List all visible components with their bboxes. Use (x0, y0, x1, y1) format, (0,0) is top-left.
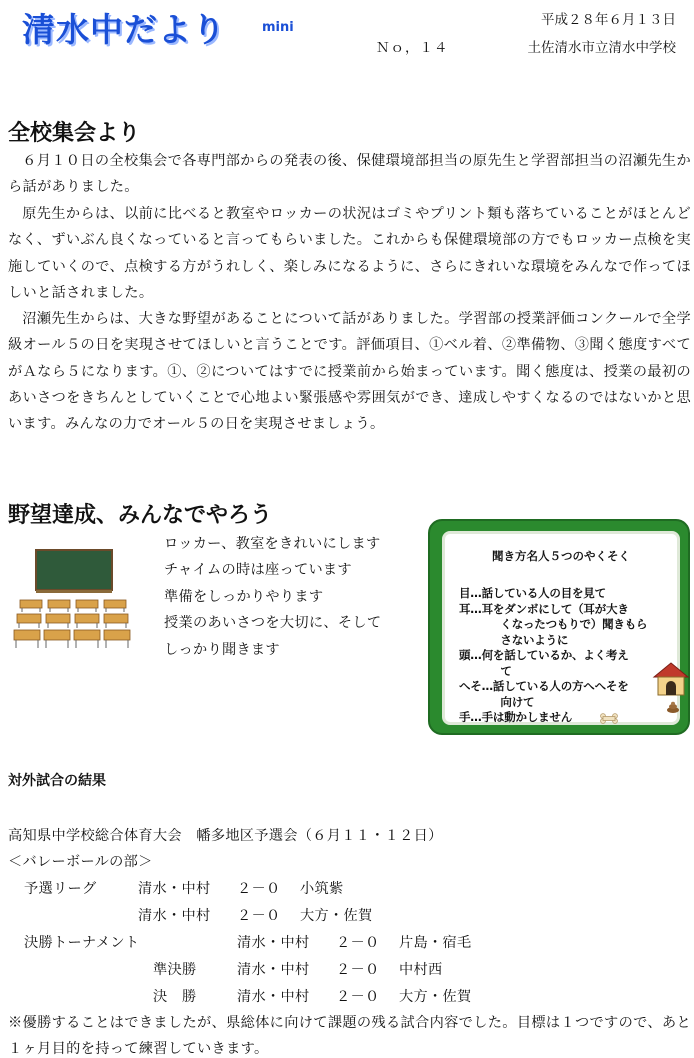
result-opponent: 大方・佐賀 (300, 908, 373, 924)
section-heading-assembly: 全校集会より (8, 121, 141, 146)
newsletter-title: 清水中だより (22, 10, 226, 49)
newsletter-badge: mini (262, 20, 294, 35)
tournament-name: 高知県中学校総合体育大会 幡多地区予選会（６月１１・１２日） (8, 828, 443, 844)
rule-item: 目…話している人の目を見て (459, 586, 606, 600)
result-stage: 決 勝 (153, 989, 197, 1005)
issue-date: 平成２８年６月１３日 (541, 12, 676, 28)
goal-item: チャイムの時は座っています (164, 562, 352, 579)
sport-name: ＜バレーボールの部＞ (8, 854, 153, 870)
poop-icon (666, 701, 680, 713)
assembly-paragraph: ６月１０日の全校集会で各専門部からの発表の後、保健環境部担当の原先生と学習部担当の沼瀬先生から話がありました。 (8, 153, 691, 196)
result-score: ２－０ (336, 962, 380, 978)
rule-item-continued: さないように (500, 632, 569, 647)
result-score: ２－０ (336, 935, 380, 951)
section-heading-sports: 対外試合の結果 (8, 773, 106, 789)
result-opponent: 小筑紫 (300, 881, 344, 897)
results-note: ※優勝することはできましたが、県総体に向けて課題の残る試合内容でした。目標は１つですので、あと１ヶ月目的を持って練習していきます。 (8, 1015, 691, 1057)
rule-item: 耳…耳をダンボにして（耳が大き (459, 601, 629, 616)
assembly-paragraph: 沼瀬先生からは、大きな野望があることについて話がありました。学習部の授業評価コンクールで全学級オール５の日を実現させてほしいと言うことです。評価項目、①ベル着、②準備物、③聞く態度すべてがＡなら５になります。①、②についてはすでに授業前から始まっています。聞く態度は、授業の最初のあいさつをきちんとしていくことで心地よい緊張感や雰囲気ができ、達成しやすくなるのではないかと思います。みんなの力でオール５の日を実現させましょう。 (8, 311, 691, 433)
goal-item: 準備をしっかりやります (164, 588, 324, 605)
rule-item-continued: て (500, 663, 512, 678)
goal-item: ロッカー、教室をきれいにします (164, 536, 381, 552)
result-stage: 準決勝 (153, 962, 197, 978)
result-team: 清水・中村 (138, 881, 211, 897)
rule-item: 頭…何を話しているか、よく考え (459, 648, 629, 662)
goal-item: しっかり聞きます (164, 641, 280, 658)
doghouse-icon (652, 661, 690, 697)
result-score: ２－０ (237, 908, 281, 924)
result-team: 清水・中村 (237, 962, 310, 978)
classroom-illustration (12, 548, 134, 658)
rule-item: 手…手は動かしません (459, 710, 572, 724)
result-score: ２－０ (237, 881, 281, 897)
result-stage: 決勝トーナメント (24, 935, 140, 951)
rule-item-continued: 向けて (500, 694, 535, 709)
bone-icon (600, 713, 618, 725)
goal-item: 授業のあいさつを大切に、そして (164, 615, 382, 632)
result-score: ２－０ (336, 989, 380, 1005)
board-title: 聞き方名人５つのやくそく (492, 549, 630, 563)
section-heading-ambition: 野望達成、みんなでやろう (8, 503, 273, 528)
result-opponent: 大方・佐賀 (399, 989, 472, 1005)
issue-number: Ｎｏ，１４ (376, 40, 449, 56)
rule-item-continued: くなったつもりで）聞きもら (500, 617, 648, 631)
result-opponent: 片島・宿毛 (399, 935, 472, 951)
board-panel (442, 531, 680, 725)
goals-list (164, 531, 426, 663)
listening-rules-board (428, 519, 690, 735)
rules-list (459, 586, 659, 726)
assembly-paragraph: 原先生からは、以前に比べると教室やロッカーの状況はゴミやプリント類も落ちていることがほとんどなく、ずいぶん良くなっていると言ってもらいました。これからも保健環境部の方でもロッカー点検を実施していくので、点検する方がうれしく、楽しみになるように、さらにきれいな環境をみんなで作ってほしいと話されました。 (8, 206, 691, 301)
result-team: 清水・中村 (237, 935, 310, 951)
result-opponent: 中村西 (399, 962, 443, 978)
result-stage: 予選リーグ (24, 881, 97, 897)
school-name: 土佐清水市立清水中学校 (527, 40, 676, 56)
result-team: 清水・中村 (138, 908, 211, 924)
result-team: 清水・中村 (237, 989, 310, 1005)
rule-item: へそ…話している人の方へへそを (459, 679, 629, 693)
